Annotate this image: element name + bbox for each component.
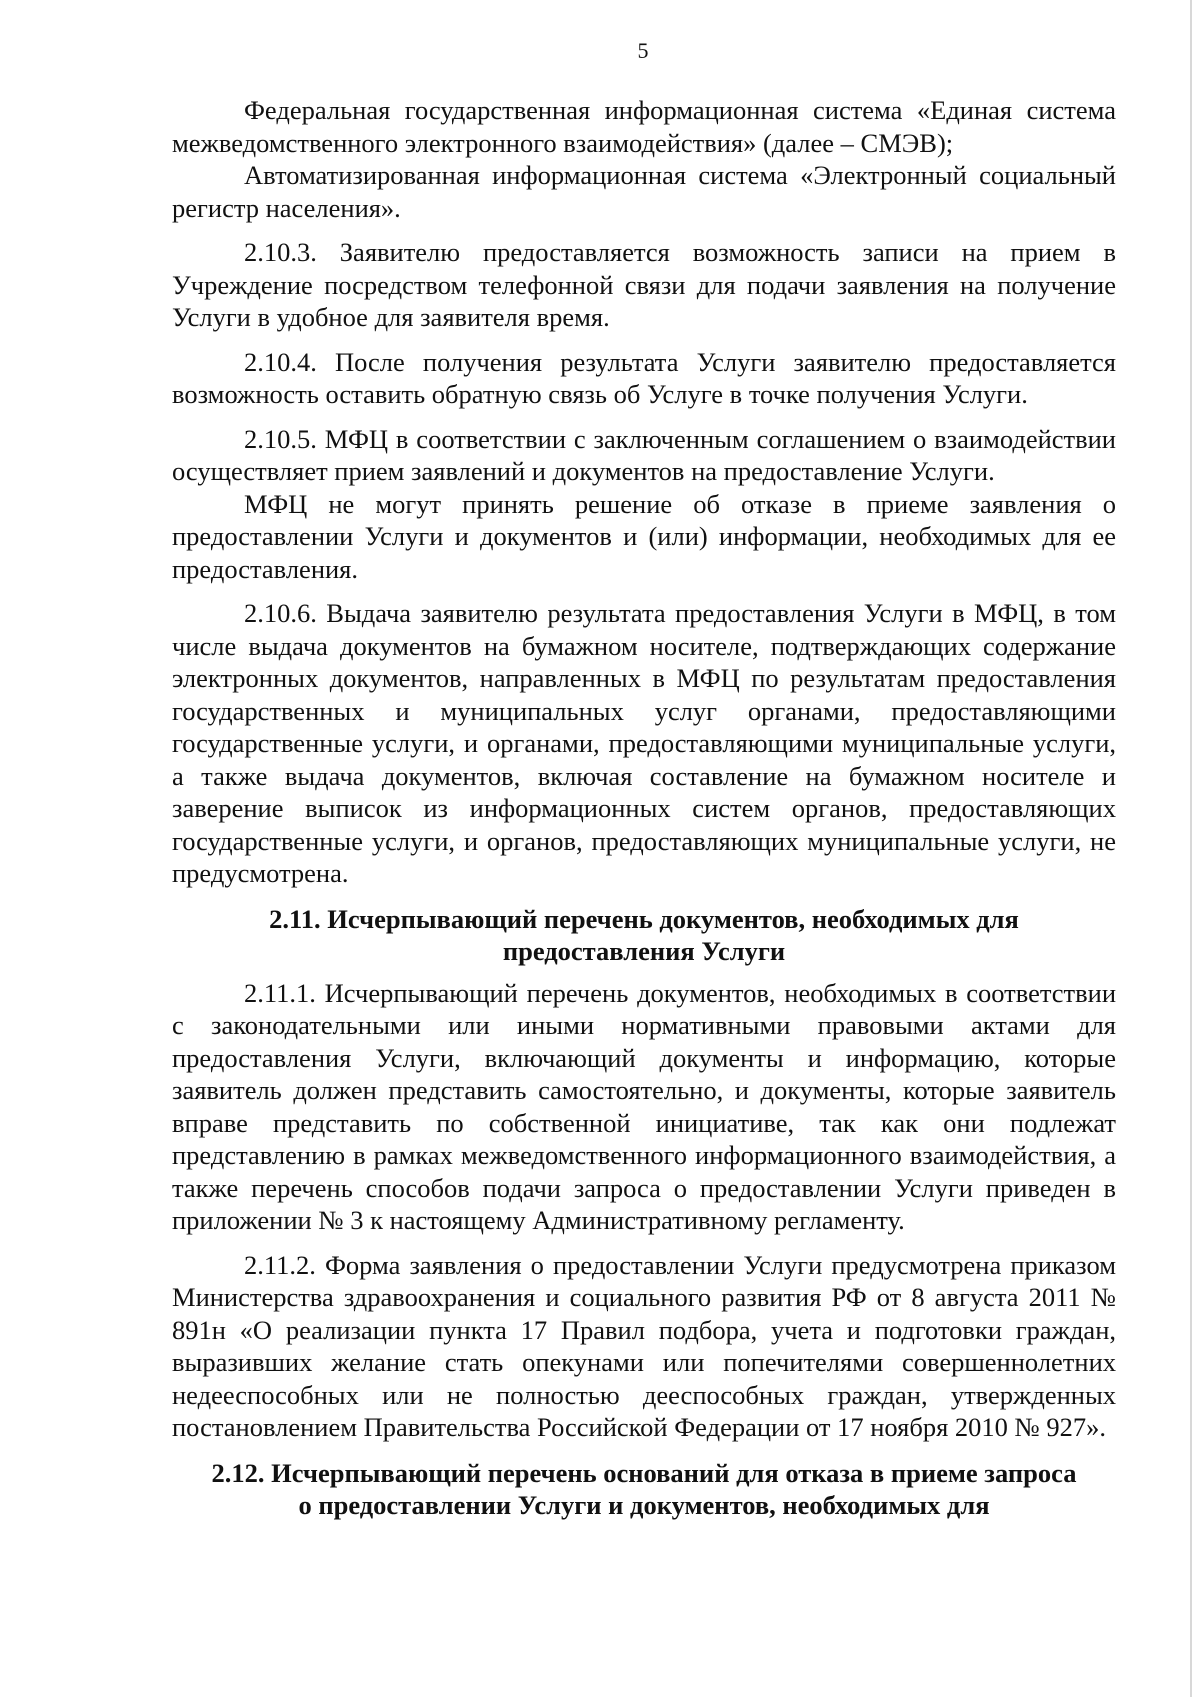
paragraph-2-10-5: 2.10.5. МФЦ в соответствии с заключенным соглашением о взаимодействии осуществляет прием заявлений и документов на предоставление Услуги.: [172, 423, 1116, 486]
paragraph-2-10-6: 2.10.6. Выдача заявителю результата предоставления Услуги в МФЦ, в том числе выдача документов на бумажном носителе, подтверждающих содержание электронных документов, направленных в МФЦ по результатам предоставления государственных и муниципальных услуг органами, предоставляющими государственные услуги, и органами, предоставляющими муниципальные услуги, а также выдача документов, включая составление на бумажном носителе и заверение выписок из информационных систем органов, предоставляющих государственные услуги, и органов, предоставляющих муниципальные услуги, не предусмотрена.: [172, 598, 1116, 888]
section-heading-2-12-line1: 2.12. Исчерпывающий перечень оснований для отказа в приеме запроса: [211, 1457, 1077, 1488]
section-heading-2-11-line1: 2.11. Исчерпывающий перечень документов, необходимых для: [269, 903, 1019, 934]
paragraph-2-10-3: 2.10.3. Заявителю предоставляется возможность записи на прием в Учреждение посредством телефонной связи для подачи заявления на получение Услуги в удобное для заявителя время.: [172, 237, 1116, 332]
paragraph-smev: Федеральная государственная информационная система «Единая система межведомственного электронного взаимодействия» (далее – СМЭВ);: [172, 95, 1116, 158]
section-heading-2-11-line2: предоставления Услуги: [502, 935, 786, 966]
paragraph-2-11-1: 2.11.1. Исчерпывающий перечень документов, необходимых в соответствии с законодательными или иными нормативными правовыми актами для предоставления Услуги, включающий документы и информацию, которые заявитель должен представить самостоятельно, и документы, которые заявитель вправе представить по собственной инициативе, так как они подлежат представлению в рамках межведомственного информационного взаимодействия, а также перечень способов подачи запроса о предоставлении Услуги приведен в приложении № 3 к настоящему Административному регламенту.: [172, 977, 1116, 1235]
section-heading-2-11: [172, 903, 1116, 967]
paragraph-social-register: Автоматизированная информационная система «Электронный социальный регистр населения».: [172, 160, 1116, 223]
paragraph-2-11-2: 2.11.2. Форма заявления о предоставлении Услуги предусмотрена приказом Министерства здравоохранения и социального развития РФ от 8 августа 2011 № 891н «О реализации пункта 17 Правил подбора, учета и подготовки граждан, выразивших желание стать опекунами или попечителями совершеннолетних недееспособных или не полностью дееспособных граждан, утвержденных постановлением Правительства Российской Федерации от 17 ноября 2010 № 927».: [172, 1249, 1116, 1442]
section-heading-2-12-line2: о предоставлении Услуги и документов, необходимых для: [298, 1489, 990, 1520]
paragraph-2-10-4: 2.10.4. После получения результата Услуги заявителю предоставляется возможность оставить обратную связь об Услуге в точке получения Услуги.: [172, 346, 1116, 409]
section-heading-2-12: [172, 1457, 1116, 1521]
page-edge-shadow: [1190, 0, 1192, 1697]
document-body: [172, 94, 1116, 1531]
page-number: 5: [637, 38, 649, 63]
paragraph-mfc-refusal: МФЦ не могут принять решение об отказе в приеме заявления о предоставлении Услуги и документов и (или) информации, необходимых для ее предоставления.: [172, 488, 1116, 584]
